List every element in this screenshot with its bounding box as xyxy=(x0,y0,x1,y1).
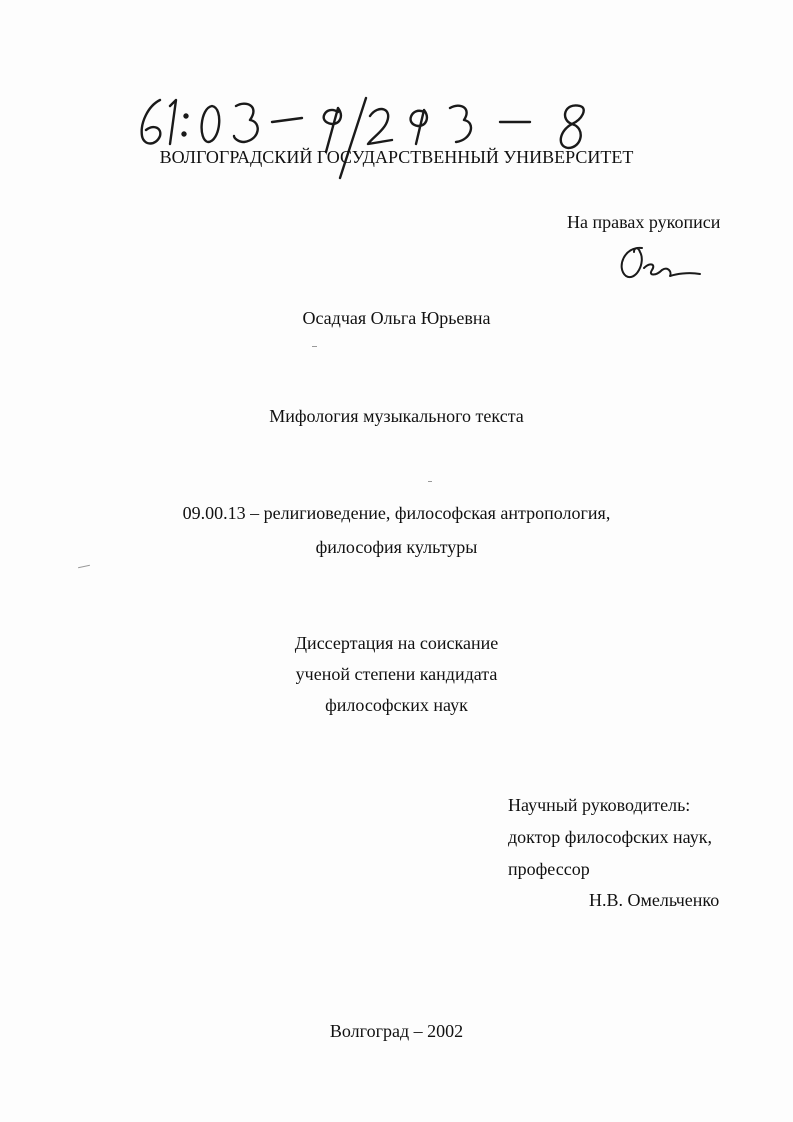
university-name: ВОЛГОГРАДСКИЙ ГОСУДАРСТВЕННЫЙ УНИВЕРСИТЕТ xyxy=(159,147,634,167)
specialty-line-2: философия культуры xyxy=(315,537,478,557)
supervisor-name: Н.В. Омельченко xyxy=(589,890,720,910)
degree-line-1: Диссертация на соискание xyxy=(294,633,499,653)
specialty-line-1: 09.00.13 – религиоведение, философская антропология, xyxy=(182,503,611,523)
supervisor-rank: профессор xyxy=(508,859,590,879)
degree-line-2: ученой степени кандидата xyxy=(295,664,498,684)
scan-speck xyxy=(312,346,317,347)
supervisor-label: Научный руководитель: xyxy=(508,795,691,815)
dissertation-title: Мифология музыкального текста xyxy=(269,406,524,426)
manuscript-rights-label: На правах рукописи xyxy=(567,212,721,232)
supervisor-degree: доктор философских наук, xyxy=(508,827,712,847)
scan-speck xyxy=(428,481,432,482)
author-signature xyxy=(612,238,712,288)
scan-speck xyxy=(78,565,90,568)
place-and-year: Волгоград – 2002 xyxy=(329,1021,464,1041)
handwritten-code-stamp xyxy=(120,78,620,188)
degree-line-3: философских наук xyxy=(325,695,468,715)
author-name: Осадчая Ольга Юрьевна xyxy=(302,308,491,328)
